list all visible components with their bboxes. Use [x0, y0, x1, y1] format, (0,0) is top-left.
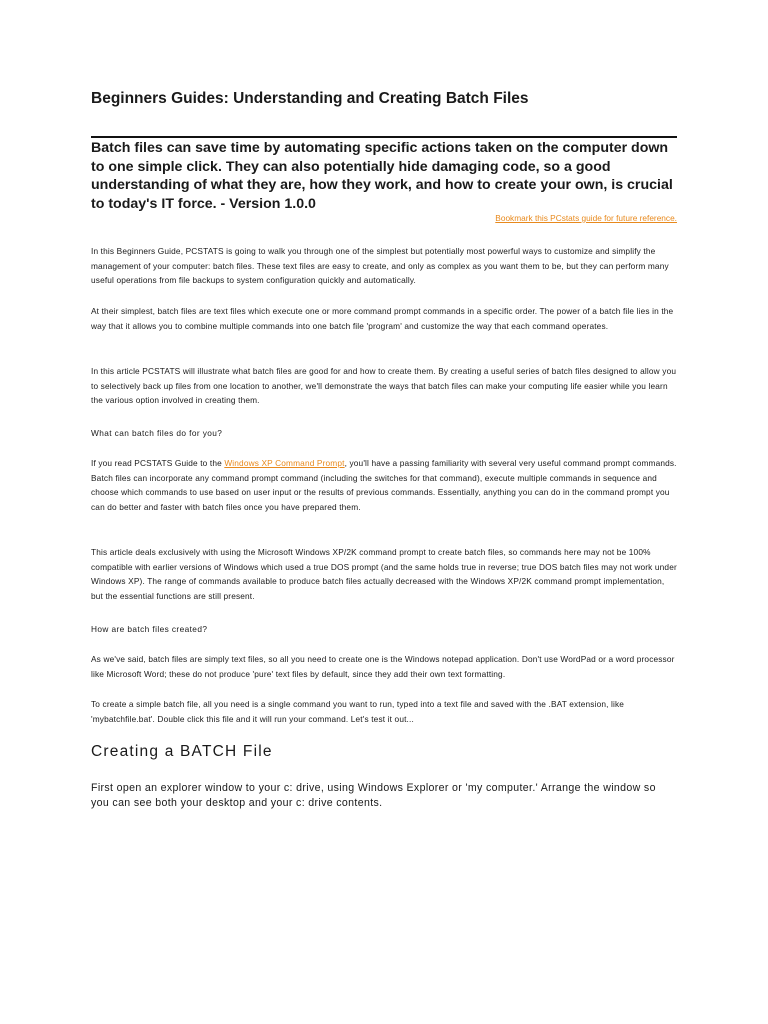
paragraph-text-end: , you'll have a passing familiarity with several very useful command prompt commands. Batch files can incorporate any command prompt command (including the switches for that command), execute multiple commands in sequence and choose which commands to use based on user input or the results of previous commands. Essentially, anything you can do in the command prompt you can do better and faster with batch files once you have prepared them. — [91, 458, 677, 512]
subheading-how-created: How are batch files created? — [91, 624, 208, 634]
intro-paragraph: In this Beginners Guide, PCSTATS is going to walk you through one of the simplest but potentially most powerful ways to customize and simplify the management of your computer: batch files. These text files are easy to create, and only as complex as you want them to be, but they can perform many useful operations from file backups to system configuration quickly and automatically. — [91, 246, 669, 286]
lead-summary: Batch files can save time by automating specific actions taken on the computer down to one simple click. They can also potentially hide damaging code, so a good understanding of what they are, how they work, and how to create your own, is crucial to today's IT force. - Version 1.0.0 — [91, 140, 673, 212]
article-paragraph: In this article PCSTATS will illustrate what batch files are good for and how to create them. By creating a useful series of batch files designed to allow you to selectively back up files from one location to another, we'll demonstrate the ways that batch files can make your computing life easier while you learn the various option involved in creating them. — [91, 366, 677, 406]
command-prompt-paragraph — [91, 456, 677, 514]
page-title: Beginners Guides: Understanding and Creating Batch Files — [91, 90, 529, 107]
explorer-instructions: First open an explorer window to your c: drive, using Windows Explorer or 'my computer.' Arrange the window so you can see both your desktop and your c: drive contents. — [91, 782, 656, 809]
notepad-paragraph: As we've said, batch files are simply text files, so all you need to create one is the Windows notepad application. Don't use WordPad or a word processor like Microsoft Word; these do not produce 'pure' text files by default, since they add their own text formatting. — [91, 654, 675, 679]
bookmark-link[interactable]: Bookmark this PCstats guide for future reference. — [495, 213, 677, 223]
windows-xp-command-prompt-link[interactable]: Windows XP Command Prompt — [224, 458, 345, 468]
subheading-what-can: What can batch files do for you? — [91, 428, 223, 438]
simple-batch-paragraph: To create a simple batch file, all you need is a single command you want to run, typed into a text file and saved with the .BAT extension, like 'mybatchfile.bat'. Double click this file and it will run your command. Let's test it out... — [91, 699, 625, 724]
compatibility-paragraph: This article deals exclusively with using the Microsoft Windows XP/2K command prompt to create batch files, so commands here may not be 100% compatible with earlier versions of Windows which used a true DOS prompt (and the same holds true in reverse; true DOS batch files may not work under Windows XP). The range of commands available to produce batch files actually decreased with the Windows XP/2K command prompt implementation, but the essential functions are still present. — [91, 547, 677, 601]
paragraph-text-start: If you read PCSTATS Guide to the — [91, 458, 225, 468]
title-divider — [91, 136, 677, 138]
section-title: Creating a BATCH File — [91, 743, 273, 760]
simplest-paragraph: At their simplest, batch files are text files which execute one or more command prompt commands in a specific order. The power of a batch file lies in the way that it allows you to combine multiple commands into one batch file 'program' and customize the way that each command operates. — [91, 306, 674, 331]
